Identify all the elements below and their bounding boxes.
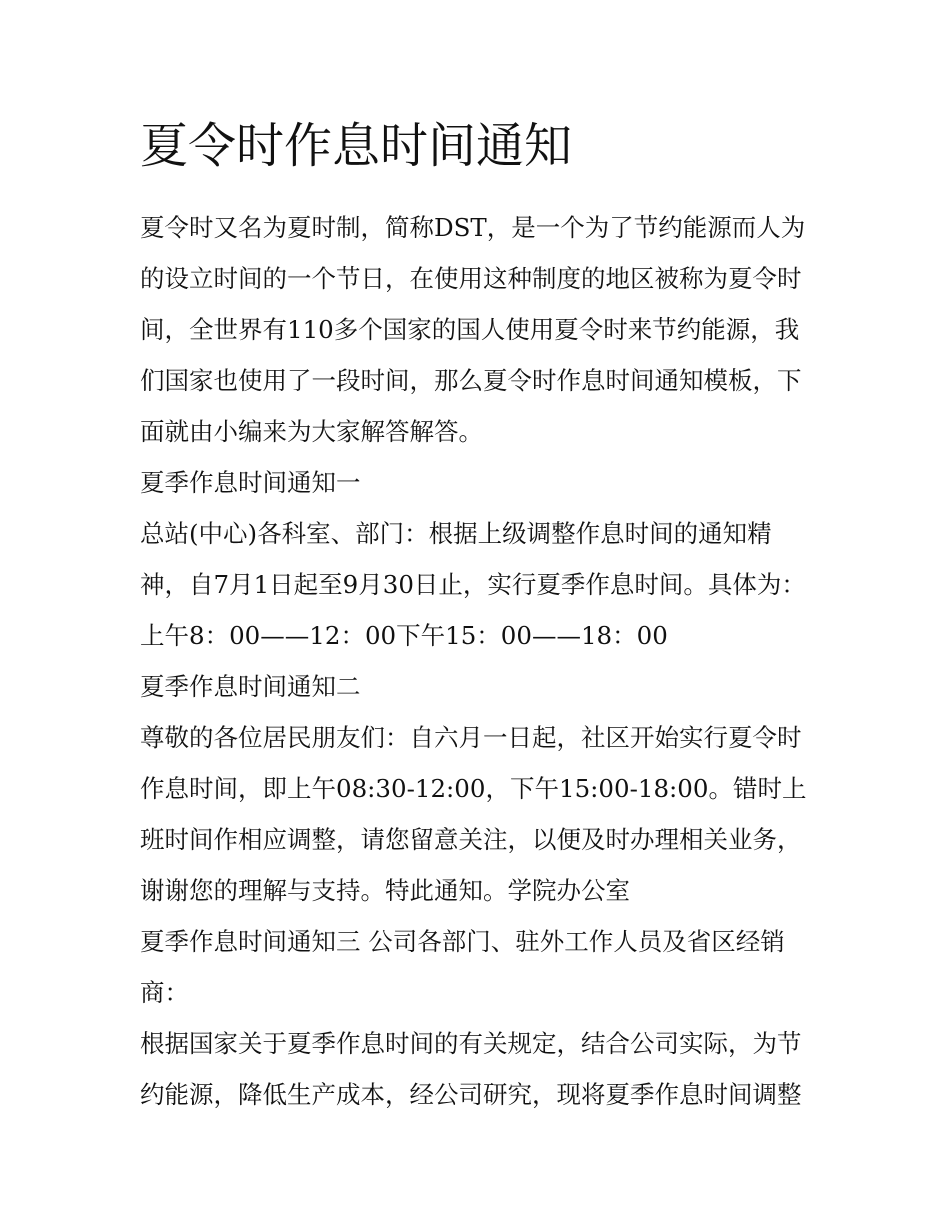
section-body-2: 尊敬的各位居民朋友们：自六月一日起，社区开始实行夏令时作息时间，即上午08:30-12:00，下午15:00-18:00。错时上班时间作相应调整，请您留意关注，以便及时办理相关业务，谢谢您的理解与支持。特此通知。学院办公室 [140, 723, 807, 905]
section-body-1: 总站(中心)各科室、部门：根据上级调整作息时间的通知精神，自7月1日起至9月30日止，实行夏季作息时间。具体为：上午8：00——12：00下午15：00——18：00 [140, 519, 806, 650]
intro-paragraph: 夏令时又名为夏时制，简称DST，是一个为了节约能源而人为的设立时间的一个节日，在使用这种制度的地区被称为夏令时间，全世界有110多个国家的国人使用夏令时来节约能源，我们国家也使用了一段时间，那么夏令时作息时间通知模板，下面就由小编来为大家解答解答。 [140, 213, 806, 446]
section-heading-3: 夏季作息时间通知三 公司各部门、驻外工作人员及省区经销商： [140, 927, 785, 1007]
document-page [140, 108, 812, 1120]
section-heading-1: 夏季作息时间通知一 [140, 468, 361, 497]
section-body-3: 根据国家关于夏季作息时间的有关规定，结合公司实际，为节约能源，降低生产成本，经公司研究，现将夏季作息时间调整 [140, 1029, 802, 1109]
document-title: 夏令时作息时间通知 [140, 118, 573, 174]
section-heading-2: 夏季作息时间通知二 [140, 672, 361, 701]
